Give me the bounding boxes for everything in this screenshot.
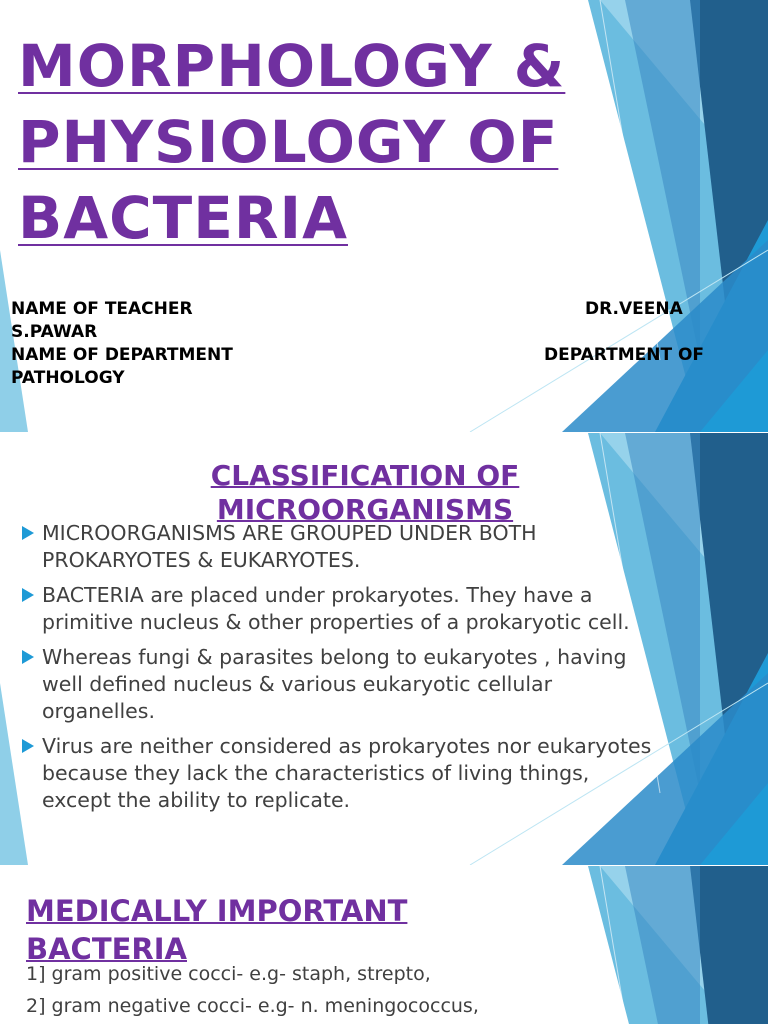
presentation-title xyxy=(18,28,618,256)
slide-title xyxy=(0,0,768,432)
bullet-text: BACTERIA are placed under prokaryotes. They have a primitive nucleus & other properties of a prokaryotic cell. xyxy=(42,583,630,634)
bullet-list xyxy=(20,520,660,822)
bullet-item xyxy=(20,582,660,636)
bullet-text: Whereas fungi & parasites belong to eukaryotes , having well defined nucleus & various eukaryotic cellular organelles. xyxy=(42,645,627,723)
bullet-text: MICROORGANISMS ARE GROUPED UNDER BOTH PROKARYOTES & EUKARYOTES. xyxy=(42,521,537,572)
list-item: 1] gram positive cocci- e.g- staph, strepto, xyxy=(26,963,431,985)
teacher-name: DR.VEENA xyxy=(585,299,683,319)
bullet-item xyxy=(20,733,660,814)
department-label: NAME OF DEPARTMENT xyxy=(11,345,233,365)
teacher-label: NAME OF TEACHER xyxy=(11,299,193,319)
arrow-bullet-icon xyxy=(22,588,34,602)
title-line: BACTERIA xyxy=(18,184,348,252)
arrow-bullet-icon xyxy=(22,526,34,540)
slide-heading: CLASSIFICATION OF MICROORGANISMS xyxy=(210,459,520,526)
list-item: 2] gram negative cocci- e.g- n. meningococcus, xyxy=(26,995,479,1017)
arrow-bullet-icon xyxy=(22,650,34,664)
bullet-text: Virus are neither considered as prokaryotes nor eukaryotes because they lack the characteristics of living things, except the ability to replicate. xyxy=(42,734,652,812)
bacteria-list xyxy=(26,958,726,1022)
title-line: PHYSIOLOGY OF xyxy=(18,108,559,176)
title-line: MORPHOLOGY & xyxy=(18,32,566,100)
department-name: DEPARTMENT OF xyxy=(544,345,705,365)
department-name-cont: PATHOLOGY xyxy=(11,368,125,388)
slide-heading: MEDICALLY IMPORTANT BACTERIA xyxy=(26,894,408,966)
bullet-item xyxy=(20,644,660,725)
slide-classification xyxy=(0,433,768,865)
slide-medically-important xyxy=(0,866,768,1024)
teacher-name-cont: S.PAWAR xyxy=(11,322,98,342)
bullet-item xyxy=(20,520,660,574)
presenter-info xyxy=(11,298,731,390)
arrow-bullet-icon xyxy=(22,739,34,753)
